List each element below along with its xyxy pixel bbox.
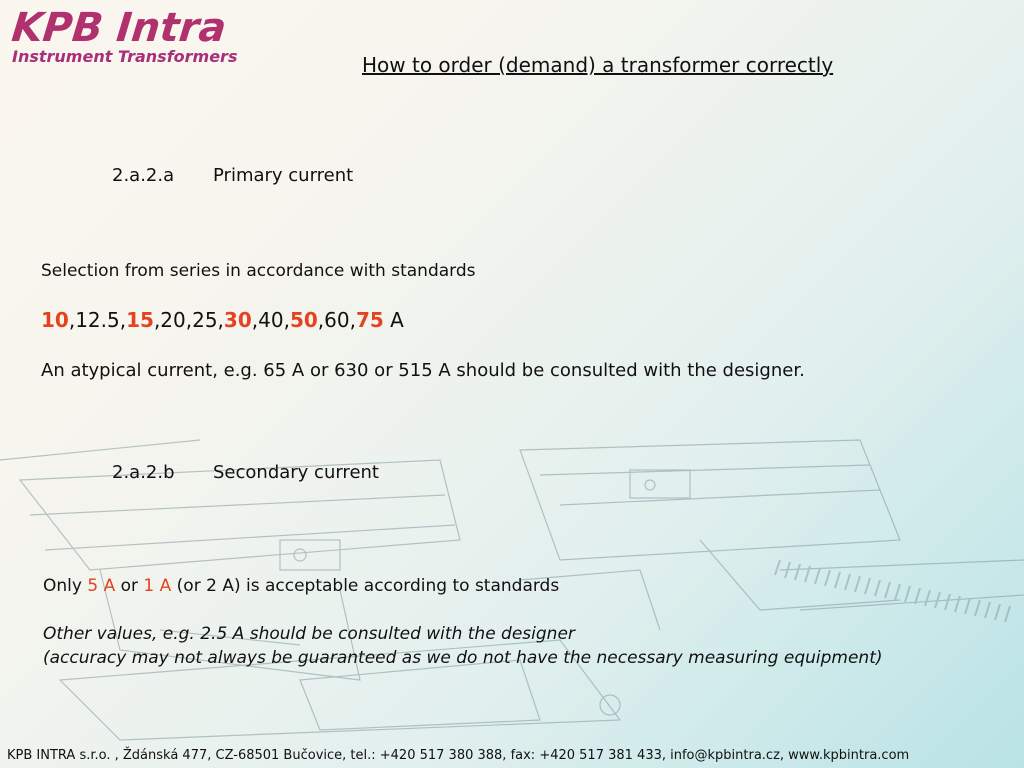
primary-atypical-note: An atypical current, e.g. 65 A or 630 or 515 A should be consulted with the designer.	[41, 360, 805, 381]
text-fragment: Only	[43, 576, 88, 596]
logo-subtitle: Instrument Transformers	[12, 47, 238, 66]
secondary-note-line-1: Other values, e.g. 2.5 A should be consulted with the designer	[43, 624, 575, 644]
primary-intro-text: Selection from series in accordance with standards	[41, 261, 476, 281]
value-1a: 1 A	[143, 576, 172, 596]
footer-contact: KPB INTRA s.r.o. , Ždánská 477, CZ-68501 Bučovice, tel.: +420 517 380 388, fax: +420 517 381 433, info@kpbintra.cz, www.kpbintra.com	[7, 748, 910, 763]
secondary-note-line-2: (accuracy may not always be guaranteed as we do not have the necessary measuring equipment)	[43, 648, 883, 668]
company-logo	[9, 5, 238, 66]
value-5a: 5 A	[87, 576, 116, 596]
secondary-standard-text	[43, 576, 559, 596]
series-value: ,12.5,	[68, 308, 127, 332]
series-value-highlight: 50	[289, 308, 318, 332]
series-value: ,40,	[251, 308, 290, 332]
text-fragment: or	[115, 576, 144, 596]
text-fragment: (or 2 A) is acceptable according to standards	[171, 576, 560, 596]
section-heading-primary	[112, 165, 353, 186]
series-value: A	[383, 308, 404, 332]
section-number: 2.a.2.b	[112, 462, 175, 483]
primary-current-series	[41, 308, 404, 332]
series-value-highlight: 10	[41, 308, 69, 332]
series-value-highlight: 75	[355, 308, 384, 332]
section-number: 2.a.2.a	[112, 165, 175, 186]
page-title: How to order (demand) a transformer correctly	[362, 53, 834, 77]
section-heading-secondary	[112, 462, 379, 483]
section-title: Secondary current	[213, 462, 379, 483]
section-title: Primary current	[213, 165, 354, 186]
series-value: ,60,	[317, 308, 356, 332]
series-value: ,20,25,	[153, 308, 224, 332]
series-value-highlight: 30	[223, 308, 252, 332]
series-value-highlight: 15	[126, 308, 154, 332]
logo-title: KPB Intra	[9, 5, 229, 51]
